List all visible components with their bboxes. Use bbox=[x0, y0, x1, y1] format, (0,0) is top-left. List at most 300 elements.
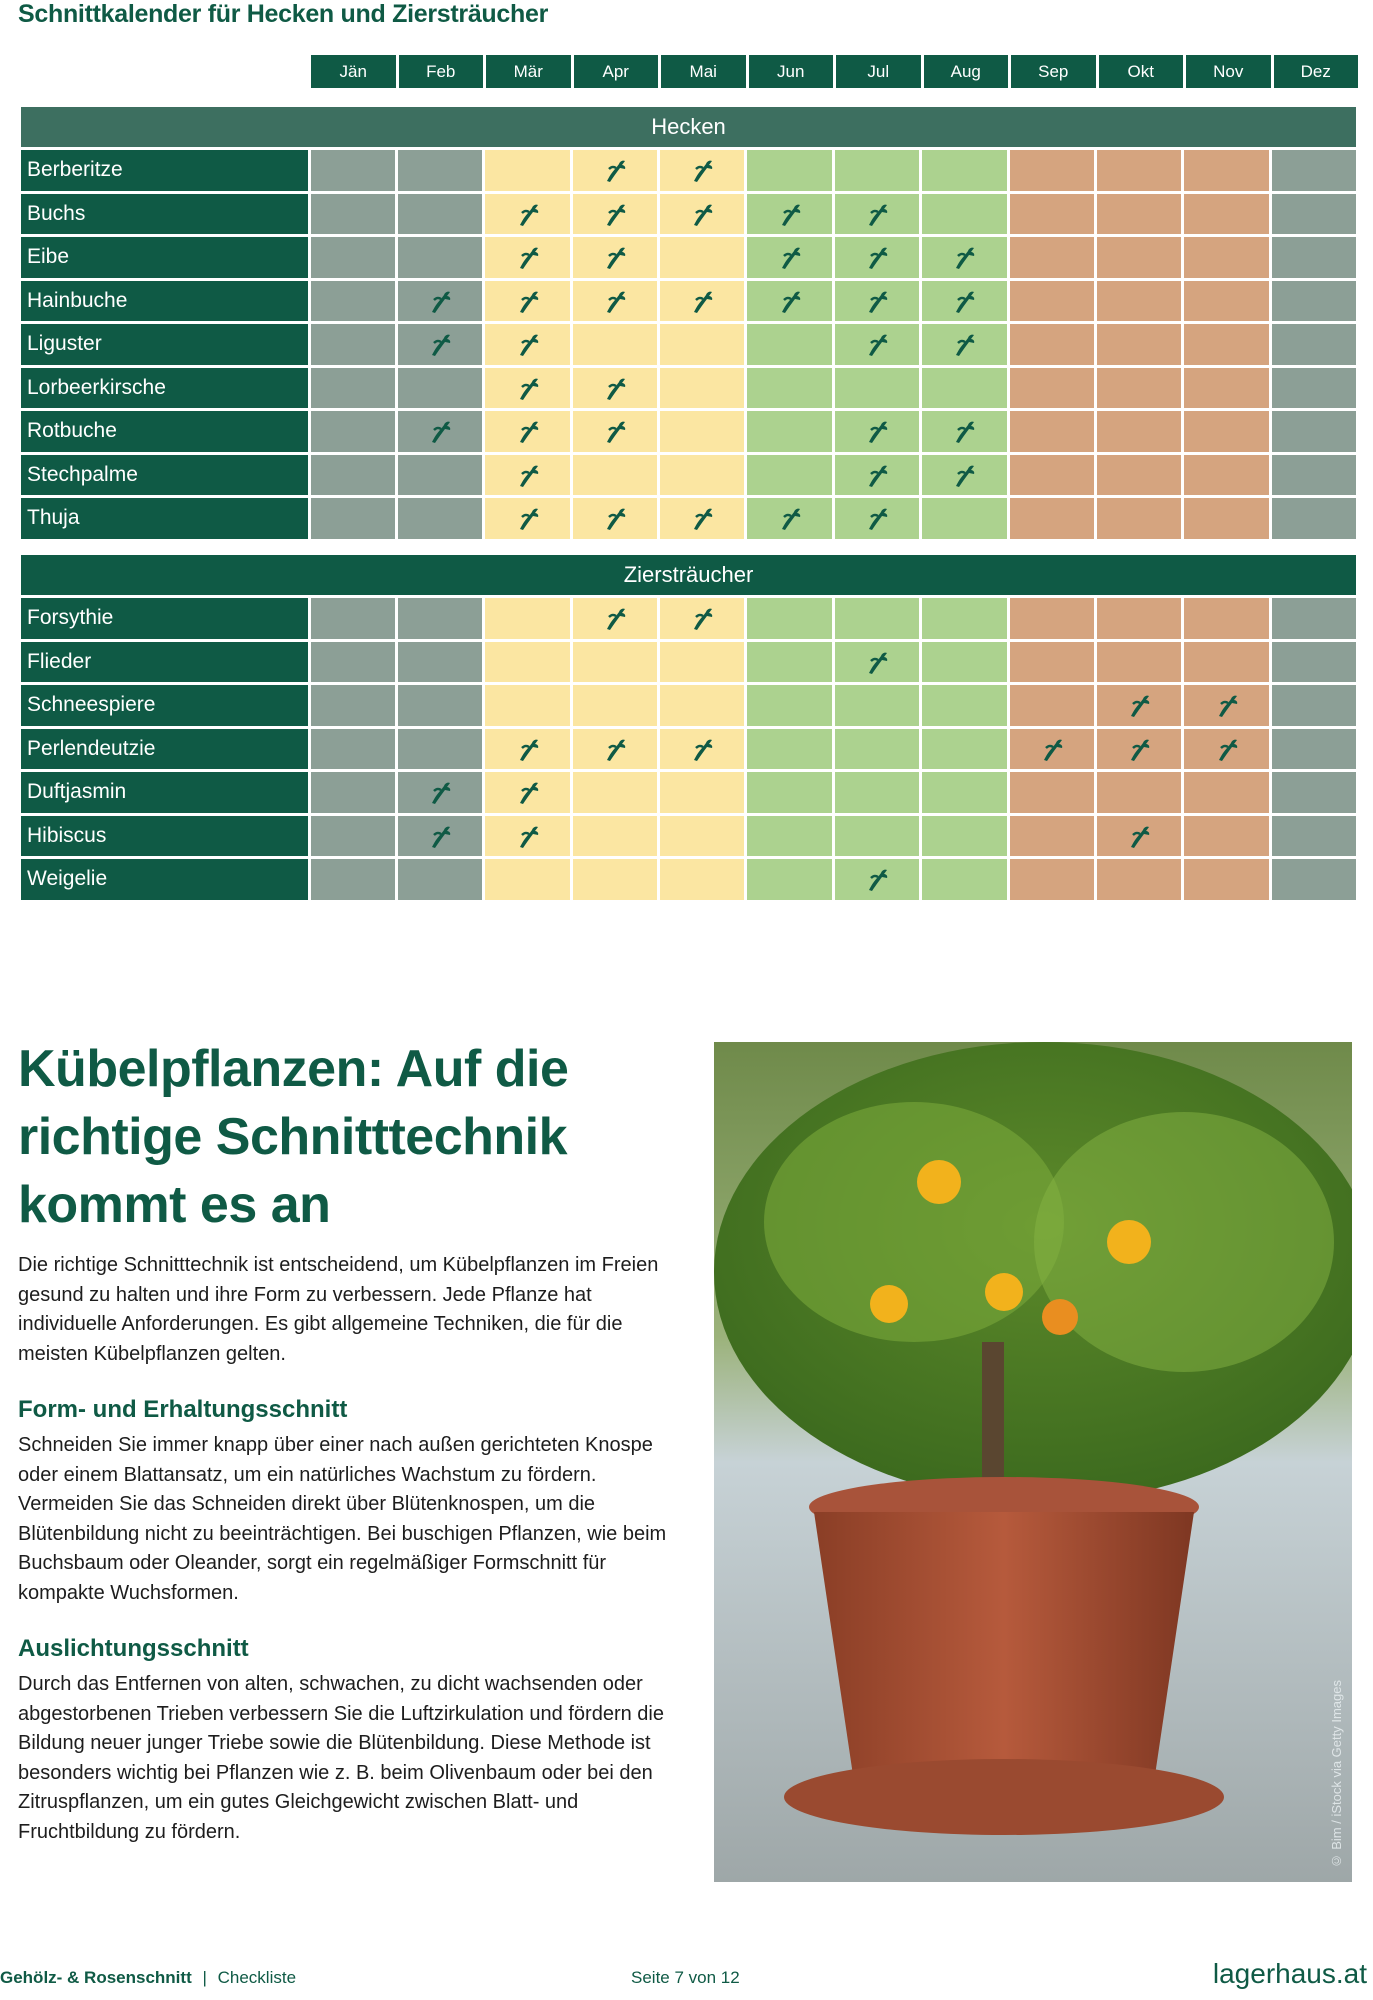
cell-Feb bbox=[398, 237, 482, 278]
cell-Aug bbox=[922, 729, 1006, 770]
table-row bbox=[21, 772, 1356, 813]
footer-doc-type: Checkliste bbox=[217, 1968, 297, 1987]
cell-Jän bbox=[311, 729, 395, 770]
cell-Mai bbox=[660, 685, 744, 726]
cell-Okt bbox=[1097, 772, 1181, 813]
cell-Aug bbox=[922, 816, 1006, 857]
pruning-shears-icon bbox=[513, 286, 543, 316]
table-row bbox=[21, 498, 1356, 539]
cell-Apr bbox=[573, 368, 657, 409]
table-row bbox=[21, 598, 1356, 639]
pruning-shears-icon bbox=[862, 503, 892, 533]
cell-Sep bbox=[1010, 498, 1094, 539]
article-heading: Kübelpflanzen: Auf die richtige Schnitttechnik kommt es an bbox=[18, 1040, 569, 1234]
cell-Dez bbox=[1272, 281, 1356, 322]
cell-Aug bbox=[922, 498, 1006, 539]
cell-Aug bbox=[922, 455, 1006, 496]
plant-name: Liguster bbox=[21, 324, 308, 365]
cell-Jul bbox=[835, 859, 919, 900]
cell-Mär bbox=[485, 642, 569, 683]
cell-Sep bbox=[1010, 772, 1094, 813]
table-row bbox=[21, 281, 1356, 322]
cell-Mai bbox=[660, 498, 744, 539]
cell-Nov bbox=[1184, 150, 1268, 191]
section-header: Hecken bbox=[21, 107, 1356, 147]
cell-Mär bbox=[485, 150, 569, 191]
cell-Nov bbox=[1184, 368, 1268, 409]
cell-Jän bbox=[311, 368, 395, 409]
cell-Nov bbox=[1184, 498, 1268, 539]
cell-Apr bbox=[573, 859, 657, 900]
cell-Dez bbox=[1272, 685, 1356, 726]
page-number: Seite 7 von 12 bbox=[631, 1968, 740, 1987]
pruning-shears-icon bbox=[687, 503, 717, 533]
plant-name: Eibe bbox=[21, 237, 308, 278]
cell-Dez bbox=[1272, 324, 1356, 365]
pruning-shears-icon bbox=[600, 503, 630, 533]
pruning-shears-icon bbox=[1212, 690, 1242, 720]
cell-Dez bbox=[1272, 150, 1356, 191]
cell-Mär bbox=[485, 455, 569, 496]
article bbox=[18, 1035, 678, 1847]
cell-Dez bbox=[1272, 368, 1356, 409]
plant-name: Forsythie bbox=[21, 598, 308, 639]
pruning-shears-icon bbox=[513, 460, 543, 490]
table-row bbox=[21, 816, 1356, 857]
cell-Okt bbox=[1097, 816, 1181, 857]
cell-Feb bbox=[398, 729, 482, 770]
pruning-shears-icon bbox=[513, 416, 543, 446]
cell-Dez bbox=[1272, 816, 1356, 857]
cell-Feb bbox=[398, 411, 482, 452]
pruning-shears-icon bbox=[949, 416, 979, 446]
cell-Okt bbox=[1097, 685, 1181, 726]
cell-Feb bbox=[398, 368, 482, 409]
cell-Okt bbox=[1097, 194, 1181, 235]
pruning-shears-icon bbox=[513, 242, 543, 272]
cell-Dez bbox=[1272, 598, 1356, 639]
table-row bbox=[21, 455, 1356, 496]
cell-Mär bbox=[485, 859, 569, 900]
pruning-shears-icon bbox=[513, 503, 543, 533]
cell-Jul bbox=[835, 685, 919, 726]
pruning-shears-icon bbox=[600, 242, 630, 272]
cell-Mai bbox=[660, 411, 744, 452]
table-row bbox=[21, 642, 1356, 683]
footer-left bbox=[0, 1968, 296, 1988]
cell-Feb bbox=[398, 498, 482, 539]
pruning-shears-icon bbox=[862, 460, 892, 490]
month-0: Jän bbox=[311, 55, 396, 88]
pruning-shears-icon bbox=[862, 286, 892, 316]
cell-Aug bbox=[922, 150, 1006, 191]
citrus-tree-photo bbox=[714, 1042, 1352, 1882]
pruning-shears-icon bbox=[949, 329, 979, 359]
cell-Mai bbox=[660, 150, 744, 191]
pruning-shears-icon bbox=[862, 864, 892, 894]
cell-Mai bbox=[660, 455, 744, 496]
pruning-shears-icon bbox=[425, 329, 455, 359]
cell-Mai bbox=[660, 324, 744, 365]
section-ziestraeucher bbox=[21, 555, 1356, 903]
cell-Okt bbox=[1097, 642, 1181, 683]
cell-Okt bbox=[1097, 368, 1181, 409]
month-2: Mär bbox=[486, 55, 571, 88]
plant-name: Rotbuche bbox=[21, 411, 308, 452]
pruning-shears-icon bbox=[513, 373, 543, 403]
cell-Sep bbox=[1010, 237, 1094, 278]
pruning-shears-icon bbox=[687, 199, 717, 229]
photo-credit: © Bim / iStock via Getty Images bbox=[1329, 1679, 1344, 1868]
cell-Aug bbox=[922, 194, 1006, 235]
cell-Aug bbox=[922, 237, 1006, 278]
table-row bbox=[21, 411, 1356, 452]
cell-Jän bbox=[311, 237, 395, 278]
section-hecken bbox=[21, 107, 1356, 542]
cell-Jän bbox=[311, 598, 395, 639]
cell-Aug bbox=[922, 281, 1006, 322]
cell-Apr bbox=[573, 598, 657, 639]
cell-Mär bbox=[485, 685, 569, 726]
cell-Feb bbox=[398, 281, 482, 322]
cell-Mär bbox=[485, 281, 569, 322]
month-10: Nov bbox=[1186, 55, 1271, 88]
cell-Mär bbox=[485, 194, 569, 235]
cell-Apr bbox=[573, 642, 657, 683]
month-8: Sep bbox=[1011, 55, 1096, 88]
cell-Jän bbox=[311, 859, 395, 900]
cell-Nov bbox=[1184, 194, 1268, 235]
cell-Jul bbox=[835, 772, 919, 813]
pruning-shears-icon bbox=[775, 242, 805, 272]
table-row bbox=[21, 859, 1356, 900]
subheading-auslichtung: Auslichtungsschnitt bbox=[18, 1635, 249, 1662]
pruning-shears-icon bbox=[600, 155, 630, 185]
cell-Mai bbox=[660, 281, 744, 322]
cell-Jun bbox=[747, 859, 831, 900]
pruning-shears-icon bbox=[425, 286, 455, 316]
cell-Jun bbox=[747, 150, 831, 191]
cell-Feb bbox=[398, 150, 482, 191]
plant-name: Stechpalme bbox=[21, 455, 308, 496]
month-6: Jul bbox=[836, 55, 921, 88]
cell-Dez bbox=[1272, 194, 1356, 235]
cell-Nov bbox=[1184, 237, 1268, 278]
cell-Mai bbox=[660, 237, 744, 278]
cell-Jän bbox=[311, 411, 395, 452]
cell-Mär bbox=[485, 368, 569, 409]
cell-Jul bbox=[835, 816, 919, 857]
cell-Jän bbox=[311, 281, 395, 322]
cell-Nov bbox=[1184, 729, 1268, 770]
cell-Jul bbox=[835, 642, 919, 683]
cell-Jän bbox=[311, 685, 395, 726]
table-row bbox=[21, 729, 1356, 770]
cell-Jul bbox=[835, 281, 919, 322]
cell-Okt bbox=[1097, 455, 1181, 496]
cell-Feb bbox=[398, 859, 482, 900]
cell-Nov bbox=[1184, 598, 1268, 639]
cell-Jän bbox=[311, 772, 395, 813]
pruning-shears-icon bbox=[949, 242, 979, 272]
cell-Apr bbox=[573, 324, 657, 365]
cell-Jän bbox=[311, 455, 395, 496]
month-7: Aug bbox=[924, 55, 1009, 88]
plant-name: Flieder bbox=[21, 642, 308, 683]
page-title: Schnittkalender für Hecken und Ziersträucher bbox=[18, 0, 549, 28]
table-row bbox=[21, 368, 1356, 409]
cell-Apr bbox=[573, 411, 657, 452]
cell-Okt bbox=[1097, 859, 1181, 900]
plant-name: Thuja bbox=[21, 498, 308, 539]
cell-Jun bbox=[747, 455, 831, 496]
month-9: Okt bbox=[1099, 55, 1184, 88]
pruning-shears-icon bbox=[949, 286, 979, 316]
cell-Okt bbox=[1097, 598, 1181, 639]
pruning-shears-icon bbox=[1124, 734, 1154, 764]
cell-Aug bbox=[922, 685, 1006, 726]
cell-Mai bbox=[660, 772, 744, 813]
pruning-shears-icon bbox=[1037, 734, 1067, 764]
brand-logo[interactable]: lagerhaus.at bbox=[1212, 1958, 1367, 1989]
cell-Jun bbox=[747, 281, 831, 322]
cell-Mär bbox=[485, 498, 569, 539]
table-row bbox=[21, 150, 1356, 191]
cell-Aug bbox=[922, 859, 1006, 900]
cell-Okt bbox=[1097, 324, 1181, 365]
plant-name: Duftjasmin bbox=[21, 772, 308, 813]
pruning-shears-icon bbox=[862, 242, 892, 272]
cell-Nov bbox=[1184, 642, 1268, 683]
plant-name: Hainbuche bbox=[21, 281, 308, 322]
cell-Apr bbox=[573, 772, 657, 813]
month-header bbox=[311, 55, 1358, 88]
cell-Sep bbox=[1010, 685, 1094, 726]
plant-name: Hibiscus bbox=[21, 816, 308, 857]
cell-Jun bbox=[747, 685, 831, 726]
cell-Apr bbox=[573, 685, 657, 726]
cell-Aug bbox=[922, 772, 1006, 813]
cell-Jul bbox=[835, 598, 919, 639]
cell-Sep bbox=[1010, 598, 1094, 639]
cell-Apr bbox=[573, 455, 657, 496]
month-4: Mai bbox=[661, 55, 746, 88]
table-row bbox=[21, 685, 1356, 726]
pruning-shears-icon bbox=[425, 416, 455, 446]
pruning-shears-icon bbox=[600, 416, 630, 446]
cell-Aug bbox=[922, 598, 1006, 639]
pruning-shears-icon bbox=[862, 647, 892, 677]
pruning-shears-icon bbox=[687, 286, 717, 316]
cell-Feb bbox=[398, 685, 482, 726]
cell-Aug bbox=[922, 324, 1006, 365]
cell-Mär bbox=[485, 598, 569, 639]
plant-name: Perlendeutzie bbox=[21, 729, 308, 770]
cell-Feb bbox=[398, 816, 482, 857]
subheading-form: Form- und Erhaltungsschnitt bbox=[18, 1396, 348, 1423]
cell-Feb bbox=[398, 772, 482, 813]
pruning-shears-icon bbox=[775, 199, 805, 229]
cell-Dez bbox=[1272, 642, 1356, 683]
cell-Jän bbox=[311, 498, 395, 539]
pruning-shears-icon bbox=[949, 460, 979, 490]
pruning-shears-icon bbox=[862, 329, 892, 359]
month-3: Apr bbox=[574, 55, 659, 88]
cell-Dez bbox=[1272, 772, 1356, 813]
cell-Jun bbox=[747, 194, 831, 235]
cell-Jun bbox=[747, 816, 831, 857]
pruning-shears-icon bbox=[1212, 734, 1242, 764]
cell-Mai bbox=[660, 368, 744, 409]
cell-Dez bbox=[1272, 411, 1356, 452]
cell-Nov bbox=[1184, 411, 1268, 452]
footer-separator: | bbox=[202, 1968, 207, 1987]
plant-name: Buchs bbox=[21, 194, 308, 235]
cell-Aug bbox=[922, 368, 1006, 409]
pruning-shears-icon bbox=[600, 734, 630, 764]
cell-Apr bbox=[573, 237, 657, 278]
cell-Nov bbox=[1184, 324, 1268, 365]
pruning-shears-icon bbox=[425, 821, 455, 851]
footer-doc-title: Gehölz- & Rosenschnitt bbox=[0, 1968, 192, 1987]
cell-Mai bbox=[660, 194, 744, 235]
cell-Apr bbox=[573, 498, 657, 539]
pruning-shears-icon bbox=[687, 734, 717, 764]
cell-Okt bbox=[1097, 237, 1181, 278]
cell-Sep bbox=[1010, 324, 1094, 365]
pruning-shears-icon bbox=[862, 416, 892, 446]
cell-Okt bbox=[1097, 729, 1181, 770]
pruning-shears-icon bbox=[1124, 821, 1154, 851]
pruning-shears-icon bbox=[775, 286, 805, 316]
cell-Nov bbox=[1184, 859, 1268, 900]
cell-Nov bbox=[1184, 455, 1268, 496]
pruning-shears-icon bbox=[862, 199, 892, 229]
cell-Okt bbox=[1097, 150, 1181, 191]
cell-Apr bbox=[573, 729, 657, 770]
month-5: Jun bbox=[749, 55, 834, 88]
cell-Jun bbox=[747, 642, 831, 683]
cell-Jun bbox=[747, 237, 831, 278]
cell-Mai bbox=[660, 598, 744, 639]
cell-Mär bbox=[485, 411, 569, 452]
plant-name: Lorbeerkirsche bbox=[21, 368, 308, 409]
cell-Jul bbox=[835, 729, 919, 770]
cell-Mär bbox=[485, 772, 569, 813]
pruning-shears-icon bbox=[513, 777, 543, 807]
cell-Mai bbox=[660, 642, 744, 683]
cell-Mai bbox=[660, 729, 744, 770]
cell-Feb bbox=[398, 194, 482, 235]
cell-Jän bbox=[311, 642, 395, 683]
cell-Sep bbox=[1010, 816, 1094, 857]
cell-Jul bbox=[835, 150, 919, 191]
cell-Sep bbox=[1010, 281, 1094, 322]
cell-Jun bbox=[747, 729, 831, 770]
cell-Jun bbox=[747, 411, 831, 452]
pruning-shears-icon bbox=[600, 286, 630, 316]
cell-Jun bbox=[747, 368, 831, 409]
article-text-form: Schneiden Sie immer knapp über einer nach außen gerichteten Knospe oder einem Blattansatz, um ein natürliches Wachstum zu fördern. Vermeiden Sie das Schneiden direkt über Blütenknospen, um die Blütenbildung nicht zu beeinträchtigen. Bei buschigen Pflanzen, wie beim Buchsbaum oder Oleander, sorgt ein regelmäßiger Formschnitt für kompakte Wuchsformen. bbox=[18, 1434, 667, 1604]
pruning-shears-icon bbox=[513, 329, 543, 359]
cell-Okt bbox=[1097, 498, 1181, 539]
cell-Mär bbox=[485, 324, 569, 365]
cell-Jän bbox=[311, 150, 395, 191]
article-text-auslichtung: Durch das Entfernen von alten, schwachen, zu dicht wachsenden oder abgestorbenen Trieben verbessern Sie die Luftzirkulation und fördern die Bildung neuer junger Triebe sowie die Blütenbildung. Diese Methode ist besonders wichtig bei Pflanzen wie z. B. beim Olivenbaum oder bei den Zitruspflanzen, um ein gutes Gleichgewicht zwischen Blatt- und Fruchtbildung zu fördern. bbox=[18, 1673, 664, 1843]
article-intro: Die richtige Schnitttechnik ist entscheidend, um Kübelpflanzen im Freien gesund zu halten und ihre Form zu verbessern. Jede Pflanze hat individuelle Anforderungen. Es gibt allgemeine Techniken, die für die meisten Kübelpflanzen gelten. bbox=[18, 1254, 659, 1365]
month-11: Dez bbox=[1274, 55, 1359, 88]
cell-Mär bbox=[485, 237, 569, 278]
cell-Apr bbox=[573, 194, 657, 235]
cell-Nov bbox=[1184, 685, 1268, 726]
cell-Aug bbox=[922, 642, 1006, 683]
table-row bbox=[21, 324, 1356, 365]
cell-Sep bbox=[1010, 859, 1094, 900]
pruning-shears-icon bbox=[687, 155, 717, 185]
cell-Dez bbox=[1272, 729, 1356, 770]
cell-Dez bbox=[1272, 455, 1356, 496]
cell-Jul bbox=[835, 368, 919, 409]
pruning-shears-icon bbox=[600, 199, 630, 229]
cell-Dez bbox=[1272, 498, 1356, 539]
cell-Jun bbox=[747, 324, 831, 365]
plant-name: Berberitze bbox=[21, 150, 308, 191]
cell-Mär bbox=[485, 729, 569, 770]
plant-name: Weigelie bbox=[21, 859, 308, 900]
cell-Nov bbox=[1184, 281, 1268, 322]
cell-Jul bbox=[835, 498, 919, 539]
cell-Sep bbox=[1010, 411, 1094, 452]
cell-Feb bbox=[398, 324, 482, 365]
cell-Apr bbox=[573, 816, 657, 857]
cell-Jul bbox=[835, 455, 919, 496]
cell-Mai bbox=[660, 816, 744, 857]
cell-Mai bbox=[660, 859, 744, 900]
cell-Sep bbox=[1010, 368, 1094, 409]
cell-Sep bbox=[1010, 194, 1094, 235]
cell-Dez bbox=[1272, 859, 1356, 900]
cell-Sep bbox=[1010, 455, 1094, 496]
pruning-shears-icon bbox=[513, 734, 543, 764]
pruning-shears-icon bbox=[425, 777, 455, 807]
pruning-shears-icon bbox=[687, 603, 717, 633]
plant-name: Schneespiere bbox=[21, 685, 308, 726]
cell-Jul bbox=[835, 237, 919, 278]
cell-Jul bbox=[835, 194, 919, 235]
month-1: Feb bbox=[399, 55, 484, 88]
cell-Mär bbox=[485, 816, 569, 857]
cell-Aug bbox=[922, 411, 1006, 452]
cell-Jun bbox=[747, 772, 831, 813]
cell-Apr bbox=[573, 281, 657, 322]
cell-Sep bbox=[1010, 150, 1094, 191]
section-header: Ziersträucher bbox=[21, 555, 1356, 595]
cell-Okt bbox=[1097, 411, 1181, 452]
pruning-shears-icon bbox=[513, 821, 543, 851]
pruning-shears-icon bbox=[775, 503, 805, 533]
table-row bbox=[21, 194, 1356, 235]
cell-Jun bbox=[747, 498, 831, 539]
cell-Feb bbox=[398, 642, 482, 683]
cell-Jun bbox=[747, 598, 831, 639]
pruning-shears-icon bbox=[600, 603, 630, 633]
cell-Nov bbox=[1184, 772, 1268, 813]
cell-Sep bbox=[1010, 729, 1094, 770]
cell-Apr bbox=[573, 150, 657, 191]
pruning-shears-icon bbox=[1124, 690, 1154, 720]
cell-Feb bbox=[398, 598, 482, 639]
cell-Jän bbox=[311, 324, 395, 365]
